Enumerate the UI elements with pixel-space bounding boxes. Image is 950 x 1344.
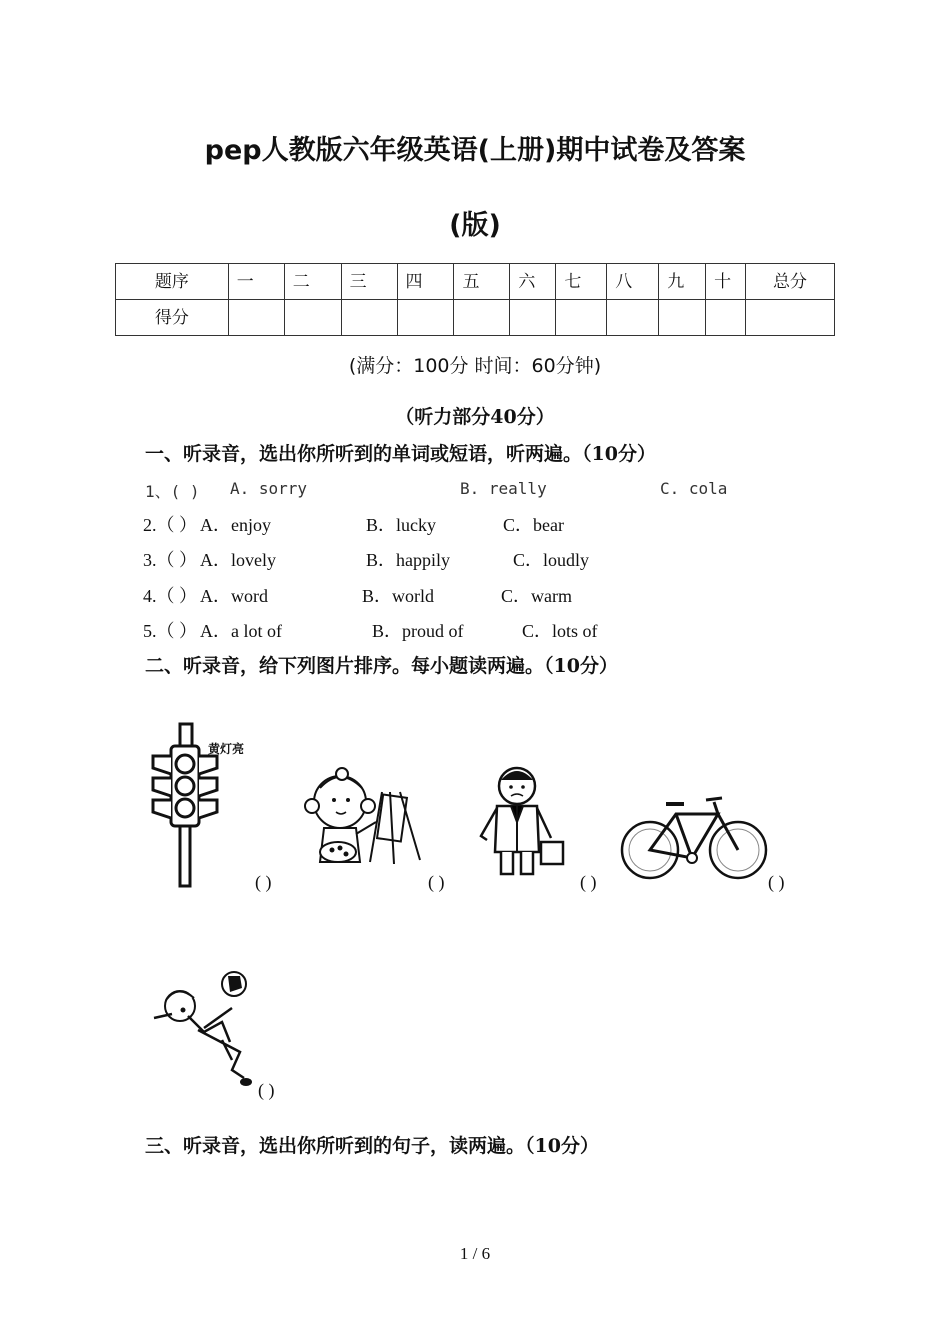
q4-option-c[interactable]: C．warm	[501, 586, 572, 606]
page-title: pep人教版六年级英语(上册)期中试卷及答案	[204, 135, 746, 166]
score-header-cell: 题序	[116, 264, 229, 300]
score-input-cell[interactable]	[284, 300, 341, 336]
score-input-cell[interactable]	[510, 300, 556, 336]
score-header-cell: 六	[510, 264, 556, 300]
score-input-cell[interactable]	[706, 300, 746, 336]
score-header-cell: 一	[228, 264, 284, 300]
q3-number: 3.（ ）	[143, 550, 197, 570]
answer-blank-1[interactable]: ( )	[255, 872, 272, 892]
score-input-cell[interactable]	[228, 300, 284, 336]
q5-option-a[interactable]: A．a lot of	[200, 621, 282, 641]
score-input-cell[interactable]	[454, 300, 510, 336]
bicycle-image	[618, 792, 770, 882]
businessman-image	[475, 762, 570, 880]
answer-blank-5[interactable]: ( )	[258, 1080, 275, 1100]
q5-option-c[interactable]: C．lots of	[522, 621, 598, 641]
q2-option-a[interactable]: A．enjoy	[200, 515, 271, 535]
section1-heading: 一、听录音，选出你所听到的单词或短语，听两遍。（10分）	[145, 443, 656, 465]
score-header-cell: 总分	[746, 264, 835, 300]
boy-football-image	[148, 968, 260, 1090]
score-header-cell: 三	[341, 264, 397, 300]
score-input-cell[interactable]	[556, 300, 607, 336]
q1-number: 1、( )	[145, 482, 200, 501]
score-header-cell: 九	[659, 264, 706, 300]
q4-option-b[interactable]: B．world	[362, 586, 434, 606]
answer-blank-3[interactable]: ( )	[580, 872, 597, 892]
q5-option-b[interactable]: B．proud of	[372, 621, 464, 641]
q1-option-b[interactable]: B. really	[460, 479, 547, 498]
q2-option-b[interactable]: B．lucky	[366, 515, 436, 535]
girl-painting-image	[290, 762, 430, 874]
score-header-cell: 四	[397, 264, 454, 300]
page-number: 1 / 6	[459, 1244, 491, 1263]
q3-option-c[interactable]: C．loudly	[513, 550, 590, 570]
q4-number: 4.（ ）	[143, 586, 197, 606]
score-input-cell[interactable]	[341, 300, 397, 336]
score-header-cell: 八	[607, 264, 659, 300]
section2-heading: 二、听录音，给下列图片排序。每小题读两遍。（10分）	[145, 655, 618, 677]
score-header-cell: 二	[284, 264, 341, 300]
exam-meta: (满分：100分 时间：60分钟)	[348, 355, 602, 377]
section3-heading: 三、听录音，选出你所听到的句子，读两遍。（10分）	[145, 1135, 599, 1157]
traffic-light-caption: 黄灯亮	[208, 742, 245, 756]
answer-blank-4[interactable]: ( )	[768, 872, 785, 892]
score-header-cell: 十	[706, 264, 746, 300]
q3-option-a[interactable]: A．lovely	[200, 550, 276, 570]
listening-part-label: （听力部分40分）	[395, 406, 555, 428]
q5-number: 5.（ ）	[143, 621, 197, 641]
score-input-cell[interactable]	[746, 300, 835, 336]
score-header-cell: 五	[454, 264, 510, 300]
score-input-cell[interactable]	[659, 300, 706, 336]
q3-option-b[interactable]: B．happily	[366, 550, 450, 570]
score-table-header-row	[116, 264, 835, 300]
q1-option-c[interactable]: C. cola	[660, 479, 728, 498]
q2-option-c[interactable]: C．bear	[503, 515, 564, 535]
score-input-cell[interactable]	[607, 300, 659, 336]
score-table	[115, 263, 835, 336]
score-row-label: 得分	[116, 300, 229, 336]
q2-number: 2.（ ）	[143, 515, 197, 535]
answer-blank-2[interactable]: ( )	[428, 872, 445, 892]
score-input-cell[interactable]	[397, 300, 454, 336]
score-header-cell: 七	[556, 264, 607, 300]
page-title-line2: (版)	[449, 210, 501, 241]
q1-option-a[interactable]: A. sorry	[230, 479, 308, 498]
score-table-score-row	[116, 300, 835, 336]
q4-option-a[interactable]: A．word	[200, 586, 268, 606]
